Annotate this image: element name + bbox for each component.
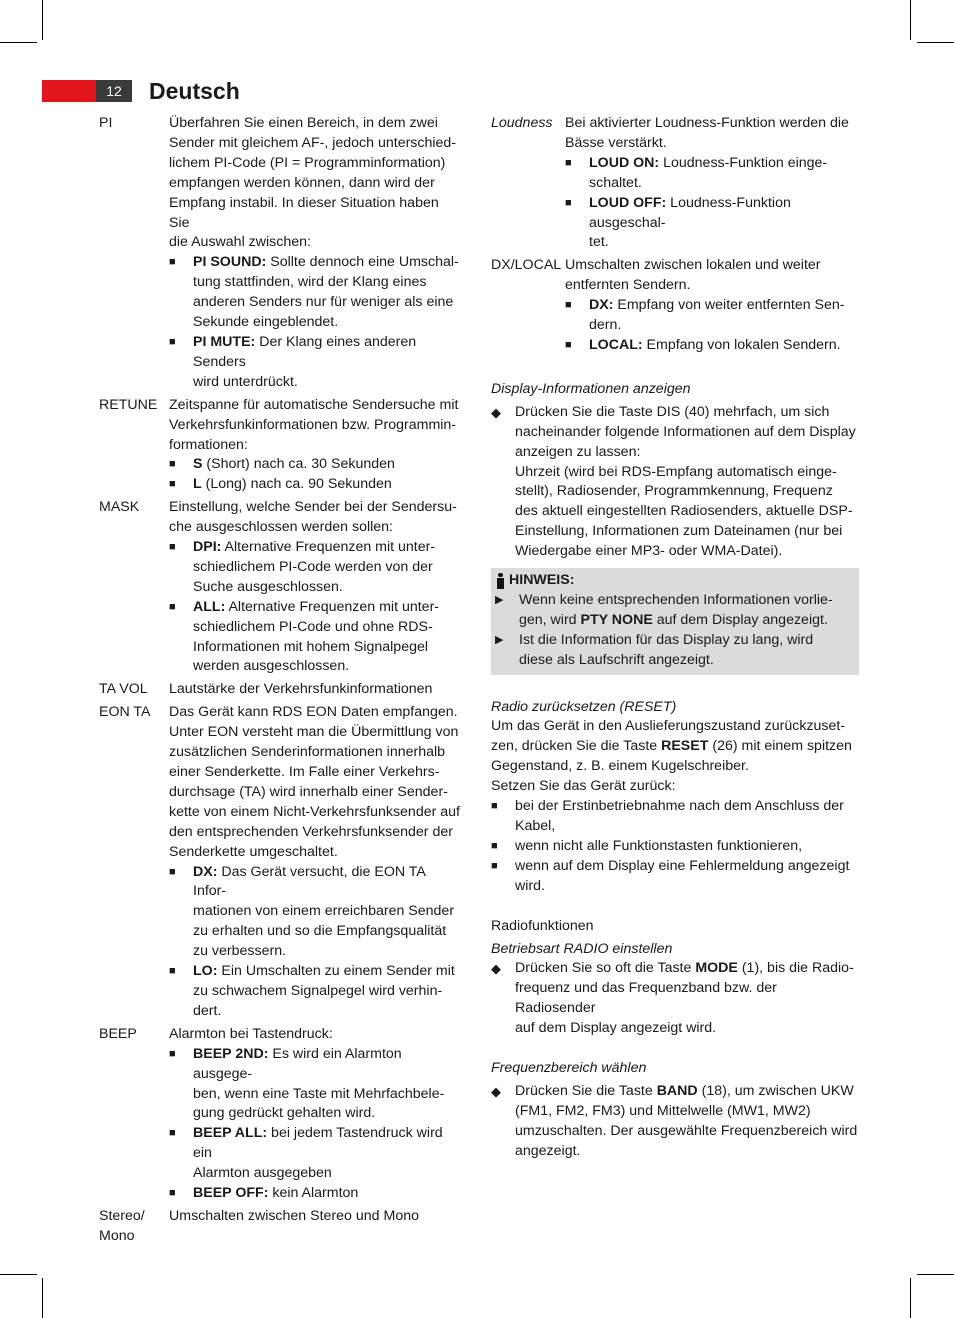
setting-description: Umschalten zwischen Stereo und Mono bbox=[169, 1207, 419, 1224]
instruction-item: ◆ Drücken Sie so oft die Taste MODE (1), bis die Radio- frequenz und das Frequenzband bzw. der Radiosender auf dem Display angezeigt wird. bbox=[491, 959, 859, 1039]
sub-heading: Betriebsart RADIO einstellen bbox=[491, 940, 673, 957]
setting-mask bbox=[99, 498, 461, 677]
setting-term: BEEP bbox=[99, 1025, 137, 1042]
bullet-item: ■ LO: Ein Umschalten zu einem Sender mit zu schwachem Signalpegel wird verhin- dert. bbox=[169, 962, 461, 1022]
bullet-item: ■ ALL: Alternative Frequenzen mit unter- schiedlichem PI-Code und ohne RDS- Informationen mit hohem Signalpegel werden ausgeschlossen. bbox=[169, 598, 461, 678]
setting-description: Lautstärke der Verkehrsfunkinformationen bbox=[169, 681, 433, 698]
square-bullet-icon: ■ bbox=[169, 1187, 176, 1200]
setting-term: MASK bbox=[99, 499, 140, 516]
info-icon bbox=[495, 573, 505, 589]
square-bullet-icon: ■ bbox=[491, 839, 498, 852]
setting-term: TA VOL bbox=[99, 681, 148, 698]
setting-term: PI bbox=[99, 115, 113, 131]
right-column: Loudness Bei aktivierter Loudness-Funktion werden die Bässe verstärkt. ■ LOUD ON: Loudness-Funktion einge- schaltet. ■ LOUD OFF: Loudness-Funktion ausgeschal- tet. DX/LOCAL Umschalten zwischen lokalen und weiter entfernten Sendern. ■ DX: Empfang von weiter entfernten Sen- dern. ■ LOCAL: Empfang von lokalen Sendern. Display-Informationen anzeigen ◆ Drücken Sie die Taste DIS (40) mehrfach, um sich nacheinander folgende Informationen auf dem Display anzeigen zu lassen: Uhrzeit (wird bei RDS-Empfang automatisch einge- stellt), Radiosender, Programmkennung, Frequenz des aktuell eingestellten Radiosenders, aktuelle DSP- Einstellung, Informationen zum Dateinamen (nur bei Wiedergabe einer MP3- oder WMA-Datei). HINWEIS: ▶ Wenn keine entsprechenden Informationen vorlie- gen, wird PTY NONE auf dem Display angezeigt. ▶ Ist die Information für das Display zu lang, wird diese als Laufschrift angezeigt. Radio zurücksetzen (RESET) Um das Gerät in den Auslieferungszustand zurückzuset- zen, drücken Sie die Taste RESET (26) mit einem spitzen Gegenstand, z. B. einem Kugelschreiber. Setzen Sie das Gerät zurück: ■ bei der Erstinbetriebnahme nach dem Anschluss der Kabel, ■ wenn nicht alle Funktionstasten funktionieren, ■ wenn auf dem Display eine Fehlermeldung angezeigt wird. Radiofunktionen Betriebsart RADIO einstellen ◆ Drücken Sie so oft die Taste MODE (1), bis die Radio- frequenz und das Frequenzband bzw. der Radiosender auf dem Display angezeigt wird. Frequenzbereich wählen ◆ Drücken Sie die Taste BAND (18), um zwischen UKW (FM1, FM2, FM3) und Mittelwelle (MW1, MW2) umzuschalten. Der ausgewählte Frequenzbereich wird angezeigt. bbox=[491, 114, 859, 1162]
setting-term: DX/LOCAL bbox=[491, 257, 562, 274]
square-bullet-icon: ■ bbox=[169, 1127, 176, 1140]
setting-loudness bbox=[491, 114, 859, 253]
instruction-item: ◆ Drücken Sie die Taste DIS (40) mehrfach, um sich nacheinander folgende Informationen auf dem Display anzeigen zu lassen: Uhrzeit (wird bei RDS-Empfang automatisch einge- stellt), Radiosender, Programmkennung, Frequenz des aktuell eingestellten Radiosenders, aktuelle DSP- Einstellung, Informationen zum Dateinamen (nur bei Wiedergabe einer MP3- oder WMA-Datei). bbox=[491, 403, 859, 562]
setting-description: Bei aktivierter Loudness-Funktion werden die Bässe verstärkt. ■ LOUD ON: Loudness-Funktion einge- schaltet. ■ LOUD OFF: Loudness-Funktion ausgeschal- tet. bbox=[565, 114, 859, 253]
bullet-item: ■ LOCAL: Empfang von lokalen Sendern. bbox=[565, 336, 859, 356]
crop-mark bbox=[910, 1278, 911, 1318]
crop-mark bbox=[0, 42, 37, 43]
crop-mark bbox=[910, 0, 911, 40]
note-box bbox=[491, 568, 859, 675]
crop-mark bbox=[0, 1274, 37, 1275]
crop-mark bbox=[917, 1274, 954, 1275]
setting-term: RETUNE bbox=[99, 396, 158, 413]
crop-mark bbox=[917, 42, 954, 43]
setting-description: Zeitspanne für automatische Sendersuche mit Verkehrsfunkinformationen bzw. Programmin- formationen: ■ S (Short) nach ca. 30 Sekunden ■ L (Long) nach ca. 90 Sekunden bbox=[169, 396, 461, 496]
diamond-bullet-icon: ◆ bbox=[491, 1083, 501, 1099]
bullet-item: ■ S (Short) nach ca. 30 Sekunden bbox=[169, 455, 461, 475]
section-heading: Radiofunktionen bbox=[491, 917, 594, 934]
page-title: Deutsch bbox=[149, 78, 240, 104]
square-bullet-icon: ■ bbox=[169, 335, 176, 348]
setting-description: Umschalten zwischen lokalen und weiter entfernten Sendern. ■ DX: Empfang von weiter entfernten Sen- dern. ■ LOCAL: Empfang von lokalen Sendern. bbox=[565, 256, 859, 356]
square-bullet-icon: ■ bbox=[491, 800, 498, 813]
crop-mark bbox=[42, 1278, 43, 1318]
bullet-item: ■ bei der Erstinbetriebnahme nach dem Anschluss der Kabel, bbox=[491, 797, 859, 837]
section-heading: Display-Informationen anzeigen bbox=[491, 380, 691, 397]
note-item: ▶ Wenn keine entsprechenden Informationen vorlie- gen, wird PTY NONE auf dem Display angezeigt. bbox=[495, 591, 857, 631]
bullet-item: ■ PI SOUND: Sollte dennoch eine Umschal- tung stattfinden, wird der Klang eines anderen Senders nur für weniger als eine Sekunde eingeblendet. bbox=[169, 253, 461, 333]
note-title: HINWEIS: bbox=[509, 572, 575, 589]
setting-description: Alarmton bei Tastendruck: ■ BEEP 2ND: Es wird ein Alarmton ausgege- ben, wenn eine Taste mit Mehrfachbele- gung gedrückt gehalten wird. ■ BEEP ALL: bei jedem Tastendruck wird ein Alarmton ausgegeben ■ BEEP OFF: kein Alarmton bbox=[169, 1025, 461, 1204]
setting-description: Einstellung, welche Sender bei der Sendersu- che ausgeschlossen werden sollen: ■ DPI: Alternative Frequenzen mit unter- schiedlichem PI-Code werden von der Suche ausgeschlossen. ■ ALL: Alternative Frequenzen mit unter- schiedlichem PI-Code und ohne RDS- Informationen mit hohem Signalpegel werden ausgeschlossen. bbox=[169, 498, 461, 677]
square-bullet-icon: ■ bbox=[491, 859, 498, 872]
note-item: ▶ Ist die Information für das Display zu lang, wird diese als Laufschrift angezeigt. bbox=[495, 631, 857, 671]
page-number: 12 bbox=[96, 80, 132, 102]
bullet-item: ■ LOUD ON: Loudness-Funktion einge- schaltet. bbox=[565, 154, 859, 194]
square-bullet-icon: ■ bbox=[565, 156, 572, 169]
square-bullet-icon: ■ bbox=[169, 458, 176, 471]
setting-retune bbox=[99, 396, 461, 496]
square-bullet-icon: ■ bbox=[565, 299, 572, 312]
bullet-item: ■ wenn nicht alle Funktionstasten funktionieren, bbox=[491, 837, 859, 857]
setting-pi bbox=[99, 114, 461, 393]
setting-eon-ta bbox=[99, 703, 461, 1022]
setting-stereo-mono bbox=[99, 1207, 461, 1247]
setting-dx-local bbox=[491, 256, 859, 356]
bullet-item: ■ L (Long) nach ca. 90 Sekunden bbox=[169, 475, 461, 495]
instruction-item: ◆ Drücken Sie die Taste BAND (18), um zwischen UKW (FM1, FM2, FM3) und Mittelwelle (MW1, MW2) umzuschalten. Der ausgewählte Frequenzbereich wird angezeigt. bbox=[491, 1082, 859, 1162]
bullet-item: ■ BEEP 2ND: Es wird ein Alarmton ausgege- ben, wenn eine Taste mit Mehrfachbele- gung gedrückt gehalten wird. bbox=[169, 1045, 461, 1125]
square-bullet-icon: ■ bbox=[169, 965, 176, 978]
header-color-bar bbox=[42, 80, 96, 102]
setting-beep bbox=[99, 1025, 461, 1204]
section-heading: Radio zurücksetzen (RESET) bbox=[491, 698, 677, 715]
sub-heading: Frequenzbereich wählen bbox=[491, 1060, 647, 1077]
crop-mark bbox=[42, 0, 43, 40]
square-bullet-icon: ■ bbox=[169, 478, 176, 491]
square-bullet-icon: ■ bbox=[169, 865, 176, 878]
setting-term: EON TA bbox=[99, 704, 151, 721]
bullet-item: ■ LOUD OFF: Loudness-Funktion ausgeschal- tet. bbox=[565, 194, 859, 254]
bullet-item: ■ wenn auf dem Display eine Fehlermeldung angezeigt wird. bbox=[491, 857, 859, 897]
bullet-item: ■ DX: Empfang von weiter entfernten Sen- dern. bbox=[565, 296, 859, 336]
square-bullet-icon: ■ bbox=[565, 196, 572, 209]
square-bullet-icon: ■ bbox=[169, 256, 176, 269]
bullet-item: ■ PI MUTE: Der Klang eines anderen Senders wird unterdrückt. bbox=[169, 333, 461, 393]
setting-term: Stereo/ Mono bbox=[99, 1207, 145, 1244]
setting-description: Überfahren Sie einen Bereich, in dem zwei Sender mit gleichem AF-, jedoch unterschied- lichem PI-Code (PI = Programminformation) empfangen werden können, dann wird der Empfang instabil. In dieser Situation haben Sie die Auswahl zwischen: ■ PI SOUND: Sollte dennoch eine Umschal- tung stattfinden, wird der Klang eines anderen Senders nur für weniger als eine Sekunde eingeblendet. ■ PI MUTE: Der Klang eines anderen Senders wird unterdrückt. bbox=[169, 114, 461, 393]
left-column bbox=[99, 114, 461, 1247]
square-bullet-icon: ■ bbox=[169, 541, 176, 554]
diamond-bullet-icon: ◆ bbox=[491, 404, 501, 420]
bullet-item: ■ DPI: Alternative Frequenzen mit unter- schiedlichem PI-Code werden von der Suche ausgeschlossen. bbox=[169, 538, 461, 598]
square-bullet-icon: ■ bbox=[565, 338, 572, 351]
setting-description: Das Gerät kann RDS EON Daten empfangen. Unter EON versteht man die Übermittlung von zusätzlichen Senderinformationen innerhalb einer Senderkette. Im Falle einer Verkehrs- durchsage (TA) wird innerhalb einer Sender- kette von einem Nicht-Verkehrsfunksender auf den entsprechenden Verkehrsfunksender der Senderkette umgeschaltet. ■ DX: Das Gerät versucht, die EON TA Infor- mationen von einem erreichbaren Sender zu erhalten und so die Empfangsqualität zu verbessern. ■ LO: Ein Umschalten zu einem Sender mit zu schwachem Signalpegel wird verhin- dert. bbox=[169, 703, 461, 1022]
square-bullet-icon: ■ bbox=[169, 1047, 176, 1060]
bullet-item: ■ BEEP ALL: bei jedem Tastendruck wird ein Alarmton ausgegeben bbox=[169, 1124, 461, 1184]
bullet-item: ■ DX: Das Gerät versucht, die EON TA Infor- mationen von einem erreichbaren Sender zu erhalten und so die Empfangsqualität zu verbessern. bbox=[169, 863, 461, 963]
square-bullet-icon: ■ bbox=[169, 600, 176, 613]
bullet-item: ■ BEEP OFF: kein Alarmton bbox=[169, 1184, 461, 1204]
setting-ta-vol bbox=[99, 680, 461, 700]
setting-term: Loudness bbox=[491, 115, 553, 131]
diamond-bullet-icon: ◆ bbox=[491, 961, 501, 977]
triangle-bullet-icon: ▶ bbox=[495, 633, 504, 646]
triangle-bullet-icon: ▶ bbox=[495, 593, 504, 606]
